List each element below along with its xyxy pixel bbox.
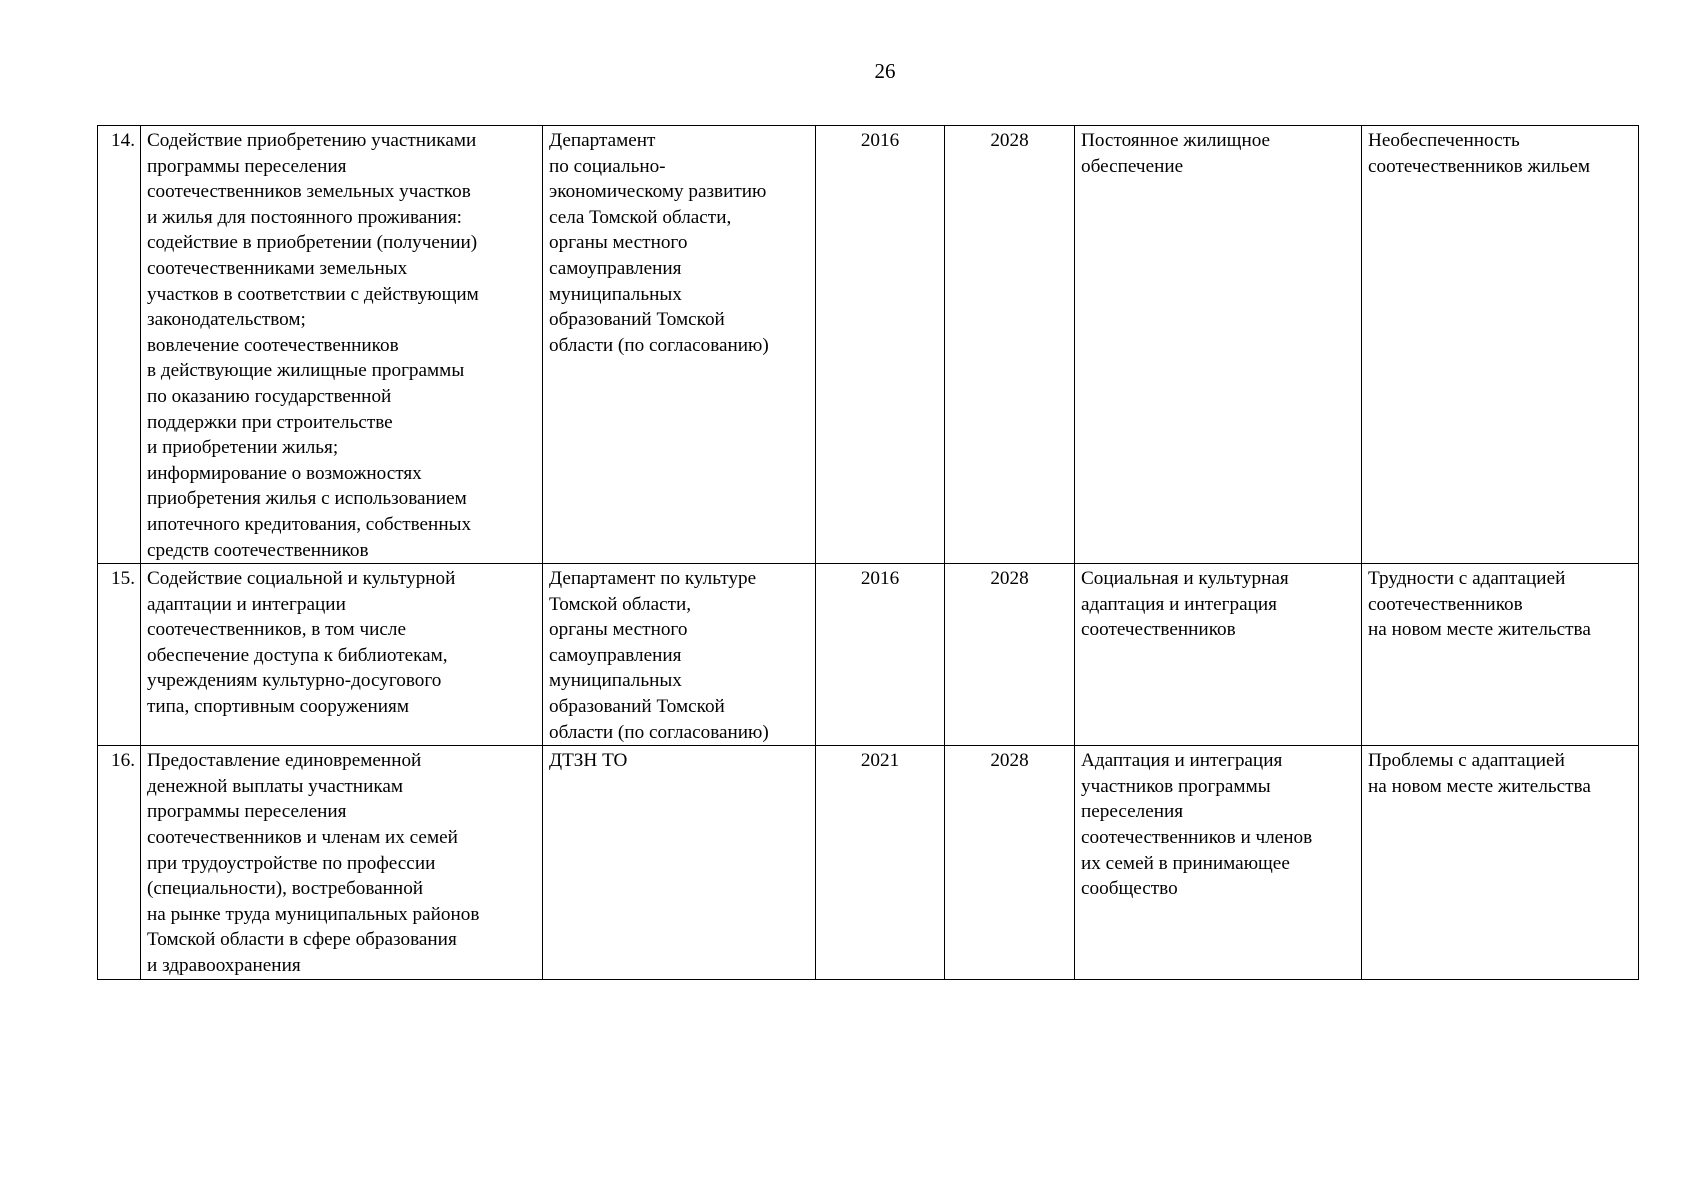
cell-line: на новом месте жительства [1368,619,1591,641]
consequence-cell [1362,564,1639,746]
row-number: 15. [98,564,141,746]
cell-line: переселения [1081,801,1184,823]
cell-line: ипотечного кредитования, собственных [147,513,472,535]
executor-cell [543,746,816,979]
cell-line: образований Томской [549,696,725,718]
cell-line: муниципальных [549,283,682,305]
table-row [98,126,1639,564]
cell-line: самоуправления [549,644,682,666]
row-number: 16. [98,746,141,979]
activity-cell [141,564,543,746]
cell-line: соотечественников жильем [1368,155,1590,177]
cell-line: обеспечение доступа к библиотекам, [147,644,448,666]
page-number: 26 [874,59,896,83]
table-body [98,126,1639,980]
executor-cell [543,126,816,564]
cell-line: Томской области в сфере образования [147,929,457,951]
start-year-cell: 2016 [816,126,945,564]
result-cell [1075,746,1362,979]
cell-line: законодательством; [147,309,306,331]
cell-line: денежной выплаты участникам [147,775,404,797]
cell-line: Адаптация и интеграция [1081,750,1283,772]
row-number: 14. [98,126,141,564]
cell-line: вовлечение соотечественников [147,334,399,356]
cell-line: области (по согласованию) [549,721,769,743]
cell-line: соотечественников земельных участков [147,181,471,203]
cell-line: участков в соответствии с действующим [147,283,479,305]
cell-line: соотечественников и членов [1081,827,1313,849]
cell-line: (специальности), востребованной [147,878,424,900]
cell-line: на новом месте жительства [1368,775,1591,797]
cell-line: программы переселения [147,801,347,823]
table-row [98,746,1639,979]
result-cell [1075,564,1362,746]
cell-line: в действующие жилищные программы [147,360,465,382]
cell-line: соотечественников, в том числе [147,619,406,641]
cell-line: Томской области, [549,593,692,615]
cell-line: на рынке труда муниципальных районов [147,903,480,925]
cell-line: Департамент [549,130,656,151]
cell-line: их семей в принимающее [1081,852,1290,874]
end-year-cell: 2028 [945,564,1075,746]
consequence-cell [1362,126,1639,564]
cell-line: адаптация и интеграция [1081,593,1277,615]
cell-line: Содействие приобретению участниками [147,130,477,151]
start-year-cell: 2016 [816,564,945,746]
cell-line: программы переселения [147,155,347,177]
cell-line: при трудоустройстве по профессии [147,852,436,874]
executor-cell [543,564,816,746]
cell-line: информирование о возможностях [147,462,422,484]
cell-line: по социально- [549,155,666,177]
end-year-cell: 2028 [945,126,1075,564]
cell-line: приобретения жилья с использованием [147,488,467,510]
cell-line: соотечественников [1368,593,1523,615]
activity-cell [141,746,543,979]
start-year-cell: 2021 [816,746,945,979]
cell-line: обеспечение [1081,155,1184,177]
cell-line: органы местного [549,232,688,254]
cell-line: Департамент по культуре [549,568,757,590]
measures-table [97,125,1639,980]
cell-line: ДТЗН ТО [549,750,628,772]
cell-line: типа, спортивным сооружениям [147,696,409,718]
cell-line: содействие в приобретении (получении) [147,232,478,254]
cell-line: соотечественников [1081,619,1236,641]
cell-line: Необеспеченность [1368,130,1520,151]
cell-line: и приобретении жилья; [147,437,339,459]
cell-line: Содействие социальной и культурной [147,568,456,590]
cell-line: Постоянное жилищное [1081,130,1271,151]
cell-line: соотечественников и членам их семей [147,827,458,849]
cell-line: поддержки при строительстве [147,411,393,433]
cell-line: и здравоохранения [147,955,301,976]
end-year-cell: 2028 [945,746,1075,979]
cell-line: области (по согласованию) [549,334,769,356]
cell-line: Социальная и культурная [1081,568,1289,590]
table-row [98,564,1639,746]
cell-line: участников программы [1081,775,1271,797]
cell-line: сообщество [1081,878,1178,900]
consequence-cell [1362,746,1639,979]
cell-line: образований Томской [549,309,725,331]
cell-line: учреждениям культурно-досугового [147,670,442,692]
cell-line: органы местного [549,619,688,641]
cell-line: Предоставление единовременной [147,750,422,772]
result-cell [1075,126,1362,564]
cell-line: Проблемы с адаптацией [1368,750,1565,772]
cell-line: соотечественниками земельных [147,257,408,279]
cell-line: средств соотечественников [147,539,369,561]
cell-line: самоуправления [549,257,682,279]
cell-line: адаптации и интеграции [147,593,346,615]
cell-line: и жилья для постоянного проживания: [147,206,462,228]
cell-line: Трудности с адаптацией [1368,568,1566,590]
cell-line: села Томской области, [549,206,732,228]
activity-cell [141,126,543,564]
cell-line: по оказанию государственной [147,385,392,407]
cell-line: экономическому развитию [549,181,767,203]
cell-line: муниципальных [549,670,682,692]
